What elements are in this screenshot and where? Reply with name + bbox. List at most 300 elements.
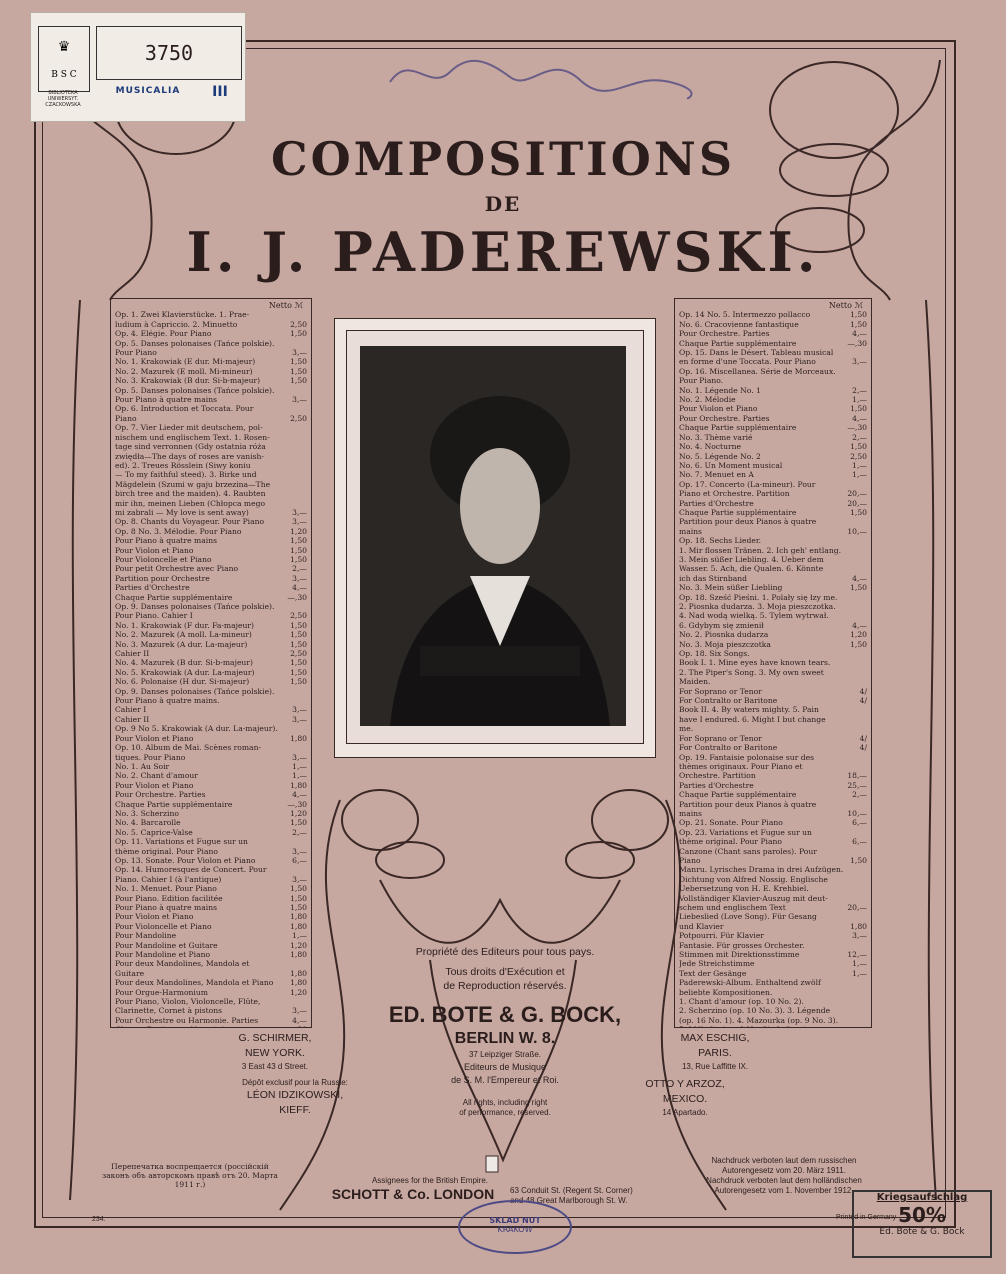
catalog-entry bbox=[675, 320, 871, 329]
entry-price bbox=[843, 894, 867, 903]
entry-title: No. 2. Mazurek (E moll. Mi-mineur) bbox=[115, 366, 253, 376]
entry-price bbox=[843, 875, 867, 884]
catalog-entry bbox=[111, 461, 311, 470]
netto-label: Netto ℳ bbox=[828, 301, 863, 310]
catalog-entry bbox=[675, 903, 871, 912]
entry-title: No. 4. Barcarolle bbox=[115, 818, 181, 828]
entry-title: Cahier I bbox=[115, 705, 147, 715]
catalog-entry bbox=[675, 809, 871, 818]
entry-title: Parties d'Orchestre bbox=[679, 780, 754, 790]
entry-price: 1,— bbox=[852, 470, 867, 480]
nachdruck-line-1: Nachdruck verboten laut dem russischen bbox=[711, 1156, 857, 1165]
catalog-entry bbox=[111, 574, 311, 583]
entry-title: schem und englischem Text bbox=[679, 903, 786, 912]
entry-price bbox=[843, 611, 867, 620]
catalog-entry bbox=[675, 800, 871, 809]
entry-title: No. 5. Légende No. 2 bbox=[679, 451, 761, 461]
catalog-entry bbox=[111, 734, 311, 743]
catalog-entry bbox=[111, 555, 311, 564]
printed-in: Printed in Germany bbox=[836, 1214, 897, 1221]
entry-title: No. 2. Piosnka dudarza bbox=[679, 630, 769, 640]
entry-title: No. 7. Menuet en A bbox=[679, 470, 754, 480]
catalog-entry bbox=[675, 640, 871, 649]
catalog-entry bbox=[111, 837, 311, 846]
schott-address-2: and 48 Great Marlborough St. W. bbox=[510, 1196, 628, 1205]
entry-title: tiques. Pour Piano bbox=[115, 752, 186, 762]
entry-title: For Soprano or Tenor bbox=[679, 686, 762, 696]
catalog-entry bbox=[675, 912, 871, 921]
entry-title: Op. 18. Sześć Pieśni. 1. Polały się łzy me. bbox=[679, 592, 838, 602]
catalog-entry bbox=[111, 818, 311, 827]
entry-title: Op. 21. Sonate. Pour Piano bbox=[679, 818, 783, 828]
entry-price: 3,— bbox=[292, 752, 307, 762]
surcharge-publisher: Ed. Bote & G. Bock bbox=[879, 1227, 965, 1237]
entry-title: 1. Mir flossen Tränen. 2. Ich geh' entlang. bbox=[679, 545, 841, 555]
entry-price: 3,— bbox=[852, 357, 867, 367]
catalog-entry bbox=[675, 649, 871, 658]
entry-title: Chaque Partie supplémentaire bbox=[679, 790, 797, 800]
catalog-entry bbox=[111, 894, 311, 903]
entry-title: Pour deux Mandolines, Mandola et bbox=[115, 959, 250, 969]
entry-price bbox=[283, 452, 307, 461]
entry-price: 4,— bbox=[292, 790, 307, 800]
catalog-entry bbox=[111, 376, 311, 385]
catalog-entry bbox=[675, 790, 871, 799]
entry-title: 4. Nad wodą wielką. 5. Tylem wytrwał. bbox=[679, 611, 829, 621]
catalog-entry bbox=[111, 310, 311, 319]
entry-title: — To my faithful steed). 3. Birke und bbox=[115, 470, 257, 480]
entry-price bbox=[283, 404, 307, 413]
entry-price bbox=[843, 668, 867, 677]
entry-title: Chaque Partie supplémentaire bbox=[679, 507, 797, 517]
catalog-left-rows bbox=[111, 310, 311, 1028]
entry-price: 4/ bbox=[859, 686, 867, 696]
entry-title: Pour Piano, Violon, Violoncelle, Flûte, bbox=[115, 997, 261, 1007]
entry-price: 1,50 bbox=[850, 319, 867, 329]
entry-title: Cahier II bbox=[115, 649, 150, 659]
entry-price bbox=[283, 386, 307, 395]
entry-price bbox=[843, 555, 867, 564]
catalog-entry bbox=[111, 602, 311, 611]
entry-price: 1,50 bbox=[290, 667, 307, 677]
entry-title: ed). 2. Treues Rösslein (Siwy koniu bbox=[115, 460, 251, 470]
catalog-entry bbox=[675, 687, 871, 696]
catalog-entry bbox=[111, 762, 311, 771]
netto-label: Netto ℳ bbox=[268, 301, 303, 310]
entry-title bbox=[679, 1025, 843, 1028]
entry-price: 1,50 bbox=[850, 442, 867, 452]
entry-title: Pour Mandoline et Guitare bbox=[115, 940, 218, 950]
entry-title: zwiędła—The days of roses are vanish- bbox=[115, 451, 264, 461]
entry-title: No. 4. Mazurek (B dur. Si-b-majeur) bbox=[115, 658, 253, 668]
entry-title: Manru. Lyrisches Drama in drei Aufzügen. bbox=[679, 865, 843, 875]
entry-price: 2,50 bbox=[290, 319, 307, 329]
entry-title: Piano bbox=[115, 413, 137, 423]
entry-price bbox=[843, 753, 867, 762]
catalog-entry bbox=[111, 828, 311, 837]
catalog-entry bbox=[111, 743, 311, 752]
entry-price: 6,— bbox=[292, 855, 307, 865]
entry-price: 1,50 bbox=[290, 639, 307, 649]
entry-title: Parties d'Orchestre bbox=[115, 583, 190, 593]
catalog-entry bbox=[111, 687, 311, 696]
entry-title: Pour deux Mandolines, Mandola et Piano bbox=[115, 978, 274, 988]
catalog-entry bbox=[111, 677, 311, 686]
catalog-entry bbox=[111, 997, 311, 1006]
rights-line-3: de Reproduction réservés. bbox=[443, 980, 567, 992]
entry-title: Pour Piano à quatre mains bbox=[115, 903, 218, 912]
entry-price: 2,— bbox=[852, 432, 867, 442]
entry-title: Pour Violon et Piano bbox=[679, 404, 758, 414]
catalog-entry bbox=[111, 423, 311, 432]
entry-title: For Soprano or Tenor bbox=[679, 733, 762, 743]
entry-title: Pour Violon et Piano bbox=[115, 912, 194, 922]
entry-price bbox=[843, 800, 867, 809]
entry-price: 1,50 bbox=[290, 554, 307, 564]
catalog-entry bbox=[111, 480, 311, 489]
entry-price bbox=[283, 687, 307, 696]
entry-title: Pour Violoncelle et Piano bbox=[115, 921, 212, 931]
entry-title: No. 6. Cracovienne fantastique bbox=[679, 319, 799, 329]
entry-price: 4/ bbox=[859, 696, 867, 706]
catalog-entry bbox=[111, 903, 311, 912]
catalog-entry bbox=[111, 875, 311, 884]
entry-price: 1,50 bbox=[290, 658, 307, 668]
entry-title: Pour Violoncelle et Piano bbox=[115, 554, 212, 564]
entry-price bbox=[843, 348, 867, 357]
rights-line-1: Propriété des Editeurs pour tous pays. bbox=[415, 946, 595, 958]
catalog-entry bbox=[675, 461, 871, 470]
catalog-entry bbox=[675, 329, 871, 338]
entry-title: en forme d'une Toccata. Pour Piano bbox=[679, 357, 816, 367]
entry-title: Op. 17. Concerto (La-mineur). Pour bbox=[679, 479, 816, 489]
entry-title: nischem und englischem Text. 1. Rosen- bbox=[115, 432, 270, 442]
entry-price bbox=[843, 677, 867, 686]
entry-title bbox=[115, 1025, 283, 1028]
entry-title: 2. Piosnka dudarza. 3. Moja pieszczotka. bbox=[679, 602, 836, 611]
catalog-entry bbox=[675, 1016, 871, 1025]
agent-eschig-street: 13, Rue Laffitte IX. bbox=[681, 1062, 749, 1071]
entry-price: 1,20 bbox=[290, 526, 307, 536]
catalog-entry bbox=[675, 894, 871, 903]
entry-price: 4,— bbox=[852, 573, 867, 583]
entry-title: Dichtung von Alfred Nossig. Englische bbox=[679, 874, 828, 884]
entry-title: Wasser. 5. Ach, die Qualen. 6. Könnte bbox=[679, 564, 824, 574]
catalog-entry bbox=[111, 404, 311, 413]
entry-title: Pour Orchestre. Parties bbox=[679, 329, 770, 339]
catalog-entry bbox=[675, 621, 871, 630]
entry-title: No. 4. Nocturne bbox=[679, 442, 741, 452]
nachdruck-line-2: Autorengesetz vom 20. März 1911. bbox=[722, 1166, 846, 1175]
catalog-entry bbox=[111, 959, 311, 968]
portrait-photo bbox=[360, 346, 626, 726]
agent-idzikowski: LÉON IDZIKOWSKI, bbox=[246, 1089, 344, 1101]
entry-title: 2. Scherzino (op. 10 No. 3). 3. Légende bbox=[679, 1006, 831, 1016]
all-rights-2: of performance, reserved. bbox=[459, 1108, 551, 1117]
entry-price: 10,— bbox=[847, 808, 867, 818]
entry-title: Pour Orgue-Harmonium bbox=[115, 987, 208, 997]
entry-price bbox=[843, 564, 867, 573]
catalog-entry bbox=[111, 969, 311, 978]
library-seal-icon bbox=[38, 26, 90, 92]
entry-price bbox=[283, 499, 307, 508]
entry-price: 10,— bbox=[847, 526, 867, 536]
entry-price: —,30 bbox=[287, 799, 307, 809]
entry-title: No. 3. Krakowiak (B dur. Si-b-majeur) bbox=[115, 376, 261, 386]
catalog-entry bbox=[675, 658, 871, 667]
catalog-entry bbox=[111, 705, 311, 714]
entry-price: 3,— bbox=[292, 874, 307, 884]
stamp-top: SKLAD NUT bbox=[489, 1216, 541, 1225]
entry-title: Clarinette, Cornet à pistons bbox=[115, 1006, 223, 1016]
entry-price: 1,50 bbox=[850, 639, 867, 649]
catalog-entry bbox=[675, 705, 871, 714]
catalog-entry bbox=[675, 574, 871, 583]
entry-title: Op. 18. Six Songs. bbox=[679, 649, 750, 659]
agent-schirmer: G. SCHIRMER, bbox=[238, 1032, 312, 1044]
entry-price bbox=[283, 461, 307, 470]
entry-title: ludium à Capriccio. 2. Minuetto bbox=[115, 319, 238, 329]
entry-title: Op. 9. Danses polonaises (Tańce polskie). bbox=[115, 602, 275, 611]
all-rights-1: All rights, including right bbox=[462, 1098, 548, 1107]
entry-title: Parties d'Orchestre bbox=[679, 498, 754, 508]
entry-price bbox=[843, 593, 867, 602]
catalog-entry bbox=[111, 912, 311, 921]
catalog-entry bbox=[675, 489, 871, 498]
entry-title: Potpourri. Für Klavier bbox=[679, 931, 764, 941]
entry-title: No. 3. Mazurek (A dur. La-majeur) bbox=[115, 639, 248, 649]
catalog-entry bbox=[111, 978, 311, 987]
entry-price: 1,50 bbox=[290, 677, 307, 687]
entry-price: 12,— bbox=[847, 950, 867, 960]
entry-price: 1,50 bbox=[290, 366, 307, 376]
entry-title: mir ihn, meinen Lieben (Chłopca mego bbox=[115, 498, 266, 508]
entry-title: For Contralto or Baritone bbox=[679, 743, 778, 753]
entry-title: Pour Orchestre. Parties bbox=[679, 413, 770, 423]
entry-title: Op. 6. Introduction et Toccata. Pour bbox=[115, 404, 254, 414]
entry-price: 20,— bbox=[847, 489, 867, 499]
nachdruck-line-4: Autorengesetz vom 1. November 1912. bbox=[714, 1186, 854, 1195]
catalog-entry bbox=[111, 489, 311, 498]
entry-price bbox=[283, 959, 307, 968]
entry-price: —,30 bbox=[287, 592, 307, 602]
stamp-bottom: KRAKÓW bbox=[497, 1225, 533, 1234]
entry-price bbox=[843, 997, 867, 1006]
catalog-entry bbox=[111, 931, 311, 940]
entry-title: Op. 9 No 5. Krakowiak (A dur. La-majeur). bbox=[115, 724, 278, 734]
catalog-entry bbox=[675, 837, 871, 846]
agent-idzikowski-city: KIEFF. bbox=[279, 1104, 311, 1116]
entry-price: 1,— bbox=[292, 771, 307, 781]
surcharge-percent: 50% bbox=[898, 1203, 946, 1227]
entry-price: 1,50 bbox=[290, 376, 307, 386]
entry-price: 1,80 bbox=[290, 950, 307, 960]
entry-title: Pour Orchestre. Parties bbox=[115, 790, 206, 800]
catalog-entry bbox=[675, 724, 871, 733]
catalog-entry bbox=[675, 433, 871, 442]
entry-price bbox=[283, 1025, 307, 1028]
publisher-name: ED. BOTE & G. BOCK, bbox=[388, 1002, 622, 1027]
entry-price: 1,50 bbox=[290, 630, 307, 640]
catalog-entry bbox=[675, 404, 871, 413]
entry-title: No. 1. Krakowiak (E dur. Mi-majeur) bbox=[115, 357, 256, 367]
entry-price: 25,— bbox=[847, 780, 867, 790]
catalog-entry bbox=[111, 367, 311, 376]
entry-price bbox=[283, 602, 307, 611]
entry-title: No. 3. Scherzino bbox=[115, 808, 179, 818]
entry-price: 20,— bbox=[847, 498, 867, 508]
catalog-entry bbox=[675, 452, 871, 461]
entry-title: me. bbox=[679, 724, 694, 734]
catalog-entry bbox=[111, 583, 311, 592]
entry-title: Cahier II bbox=[115, 714, 150, 724]
catalog-entry bbox=[111, 950, 311, 959]
catalog-entry bbox=[111, 753, 311, 762]
entry-title: For Contralto or Baritone bbox=[679, 696, 778, 706]
catalog-entry bbox=[675, 941, 871, 950]
entry-price: 18,— bbox=[847, 771, 867, 781]
entry-title: birch tree and the maiden). 4. Raubten bbox=[115, 489, 266, 499]
catalog-entry bbox=[675, 470, 871, 479]
entry-price: 4/ bbox=[859, 743, 867, 753]
entry-price: 3,— bbox=[292, 507, 307, 517]
entry-price bbox=[283, 339, 307, 348]
catalog-entry bbox=[111, 348, 311, 357]
entry-price bbox=[283, 837, 307, 846]
catalog-entry bbox=[675, 480, 871, 489]
catalog-entry bbox=[111, 1016, 311, 1025]
catalog-entry bbox=[675, 395, 871, 404]
entry-price bbox=[283, 997, 307, 1006]
entry-title: Op. 16. Miscellanea. Série de Morceaux. bbox=[679, 366, 836, 376]
entry-price bbox=[843, 988, 867, 997]
entry-price: 1,50 bbox=[850, 583, 867, 593]
entry-title: 1. Chant d'amour (op. 10 No. 2). bbox=[679, 997, 804, 1007]
entry-title: thèmes originaux. Pour Piano et bbox=[679, 761, 803, 771]
entry-price bbox=[283, 489, 307, 498]
catalog-entry bbox=[111, 320, 311, 329]
catalog-entry bbox=[675, 922, 871, 931]
schott-assignee: Assignees for the British Empire. bbox=[371, 1176, 489, 1185]
entry-price bbox=[283, 743, 307, 752]
schott-address-1: 63 Conduit St. (Regent St. Corner) bbox=[510, 1186, 633, 1195]
catalog-entry bbox=[675, 1006, 871, 1015]
nachdruck-line-3: Nachdruck verboten laut dem holländischen bbox=[706, 1176, 862, 1185]
entry-title: Pour petit Orchestre avec Piano bbox=[115, 564, 239, 574]
entry-price: 1,— bbox=[852, 968, 867, 978]
catalog-entry bbox=[111, 395, 311, 404]
entry-price: 1,50 bbox=[290, 357, 307, 367]
catalog-entry bbox=[111, 546, 311, 555]
entry-price: 1,20 bbox=[290, 940, 307, 950]
catalog-entry bbox=[675, 423, 871, 432]
entry-price bbox=[843, 517, 867, 526]
entry-title: Op. 14 No. 5. Intermezzo pollacco bbox=[679, 310, 811, 320]
schott-name: SCHOTT & Co. LONDON bbox=[331, 1186, 495, 1202]
entry-title: Pour Piano bbox=[115, 348, 157, 358]
entry-title: No. 1. Menuet. Pour Piano bbox=[115, 884, 217, 894]
entry-price: 1,50 bbox=[290, 903, 307, 912]
entry-title: Pour Piano à quatre mains bbox=[115, 536, 218, 546]
entry-title: Pour Piano. Edition facilitée bbox=[115, 893, 223, 903]
catalog-entry bbox=[675, 677, 871, 686]
catalog-entry bbox=[675, 969, 871, 978]
entry-title: have I endured. 6. Might I but change bbox=[679, 714, 826, 724]
entry-price: 20,— bbox=[847, 903, 867, 912]
catalog-entry bbox=[111, 696, 311, 705]
catalog-entry bbox=[111, 527, 311, 536]
entry-price bbox=[843, 884, 867, 893]
entry-price: 1,50 bbox=[850, 310, 867, 320]
entry-title: Op. 8 No. 3. Mélodie. Pour Piano bbox=[115, 526, 242, 536]
entry-price: 1,80 bbox=[290, 733, 307, 743]
catalog-entry bbox=[111, 517, 311, 526]
entry-title: Piano et Orchestre. Partition bbox=[679, 489, 790, 499]
entry-price bbox=[283, 470, 307, 479]
entry-price: 4,— bbox=[292, 1015, 307, 1025]
entry-title: No. 5. Krakowiak (A dur. La-majeur) bbox=[115, 667, 255, 677]
agent-eschig-city: PARIS. bbox=[698, 1047, 732, 1059]
catalog-entry bbox=[675, 367, 871, 376]
entry-price bbox=[843, 828, 867, 837]
catalog-left bbox=[110, 298, 312, 1028]
catalog-entry bbox=[675, 818, 871, 827]
catalog-entry bbox=[111, 884, 311, 893]
agent-eschig: MAX ESCHIG, bbox=[680, 1032, 750, 1044]
entry-title: Maiden. bbox=[679, 677, 711, 687]
entry-price: 3,— bbox=[292, 705, 307, 715]
entry-title: Op. 10. Album de Mai. Scènes roman- bbox=[115, 743, 262, 753]
catalog-entry bbox=[675, 1025, 871, 1028]
title-compositions: COMPOSITIONS bbox=[270, 132, 736, 186]
catalog-entry bbox=[111, 922, 311, 931]
entry-price bbox=[283, 696, 307, 705]
entry-price: 2,50 bbox=[290, 413, 307, 423]
entry-title: Liebeslied (Love Song). Für Gesang bbox=[679, 912, 817, 922]
entry-price bbox=[843, 658, 867, 667]
entry-price: 1,50 bbox=[290, 818, 307, 828]
catalog-entry bbox=[675, 959, 871, 968]
entry-title: No. 5. Caprice-Valse bbox=[115, 827, 193, 837]
catalog-entry bbox=[675, 536, 871, 545]
catalog-entry bbox=[111, 988, 311, 997]
catalog-entry bbox=[111, 630, 311, 639]
entry-title: beliebte Kompositionen. bbox=[679, 987, 773, 997]
catalog-entry bbox=[111, 809, 311, 818]
catalog-entry bbox=[675, 527, 871, 536]
entry-title: (op. 16 No. 1). 4. Mazourka (op. 9 No. 3). bbox=[679, 1015, 839, 1025]
catalog-entry bbox=[675, 856, 871, 865]
entry-price: 1,50 bbox=[290, 545, 307, 555]
entry-title: Op. 9. Danses polonaises (Tańce polskie). bbox=[115, 686, 275, 696]
entry-title: Uebersetzung von H. E. Krehbiel. bbox=[679, 884, 809, 894]
entry-price: 1,50 bbox=[290, 536, 307, 546]
catalog-entry bbox=[675, 414, 871, 423]
entry-price: 4,— bbox=[852, 620, 867, 630]
entry-price: 6,— bbox=[852, 837, 867, 847]
catalog-entry bbox=[111, 414, 311, 423]
entry-price bbox=[843, 1016, 867, 1025]
entry-price bbox=[843, 602, 867, 611]
catalog-entry bbox=[111, 715, 311, 724]
entry-price: 1,20 bbox=[850, 630, 867, 640]
entry-title: Op. 23. Variations et Fugue sur un bbox=[679, 827, 812, 837]
catalog-entry bbox=[111, 658, 311, 667]
entry-title: Pour Orchestre ou Harmonie. Parties bbox=[115, 1015, 259, 1025]
catalog-entry bbox=[111, 865, 311, 874]
entry-title: ich das Stirnband bbox=[679, 573, 748, 583]
publisher-role: Editeurs de Musique bbox=[463, 1062, 547, 1072]
